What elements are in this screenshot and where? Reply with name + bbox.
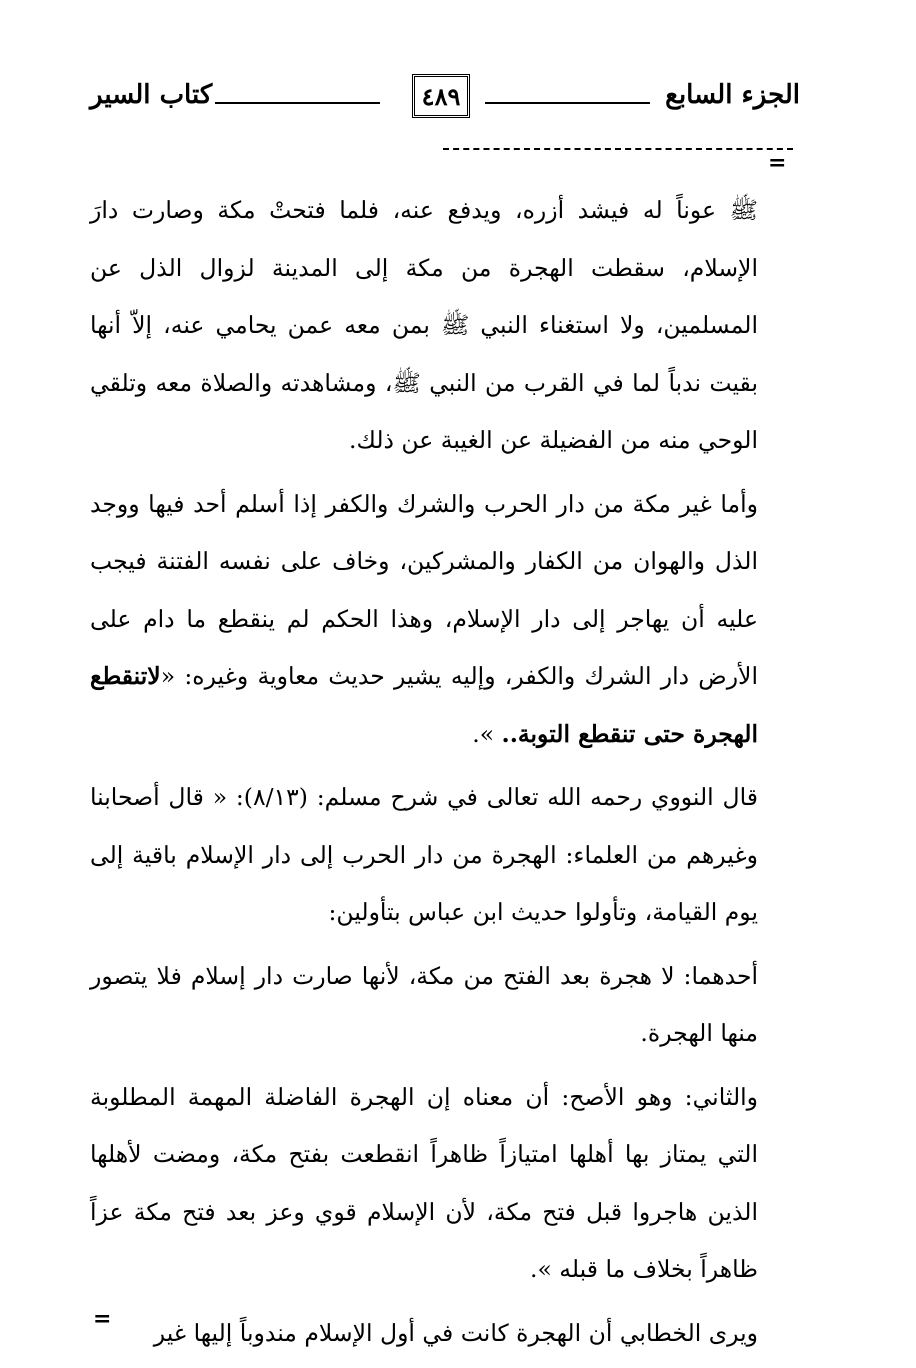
paragraph-6: ويرى الخطابي أن الهجرة كانت في أول الإسلام مندوباً إليها غير [153,1318,758,1347]
continuation-mark-top: = [768,150,787,176]
paragraph-2-text: وأما غير مكة من دار الحرب والشرك والكفر إذا أسلم أحد فيها ووجد الذل والهوان من الكفار والمشركين، وخاف على نفسه الفتنة فيجب عليه أن يهاجر إلى دار الإسلام، وهذا الحكم لم ينقطع ما دام على الأرض دار الشرك والكفر، وإليه يشير حديث معاوية وغيره: « [90,489,758,690]
paragraph-5: والثاني: وهو الأصح: أن معناه إن الهجرة الفاضلة المهمة المطلوبة التي يمتاز بها أهلها امتيازاً ظاهراً انقطعت بفتح مكة، ومضت لأهلها الذين هاجروا قبل فتح مكة، لأن الإسلام قوي وعز بعد فتح مكة عزاً ظاهراً بخلاف ما قبله ». [90,1082,758,1283]
paragraph-4: أحدهما: لا هجرة بعد الفتح من مكة، لأنها صارت دار إسلام فلا يتصور منها الهجرة. [90,961,758,1047]
continuation-mark-bottom: = [93,1306,112,1332]
hadith-quote: لاتنقطع الهجرة حتى تنقطع التوبة.. [90,662,758,748]
paragraph-3: قال النووي رحمه الله تعالى في شرح مسلم: (٨/١٣): « قال أصحابنا وغيرهم من العلماء: الهجرة من دار الحرب إلى دار الإسلام باقية إلى يوم القيامة، وتأولوا حديث ابن عباس بتأولين: [90,783,758,926]
paragraph-2 [90,476,758,764]
book-title: كتاب السير [90,80,213,110]
page-number-box [412,74,470,118]
header-dashed-divider [443,148,793,150]
paragraph-1: ﷺ عوناً له فيشد أزره، ويدفع عنه، فلما فتحتْ مكة وصارت دارَ الإسلام، سقطت الهجرة من مكة إلى المدينة لزوال الذل عن المسلمين، ولا استغناء النبي ﷺ بمن معه عمن يحامي عنه، إلاّ أنها بقيت ندباً لما في القرب من النبي ﷺ، ومشاهدته والصلاة معه وتلقي الوحي منه من الفضيلة عن الغيبة عن ذلك. [90,196,758,454]
paragraph-2-end: ». [472,719,502,748]
running-header [90,72,800,132]
page-number: ٤٨٩ [421,81,461,111]
volume-title: الجزء السابع [665,80,800,110]
header-rule-left [215,102,380,104]
header-rule-right [485,102,650,104]
body-text [90,182,758,1368]
